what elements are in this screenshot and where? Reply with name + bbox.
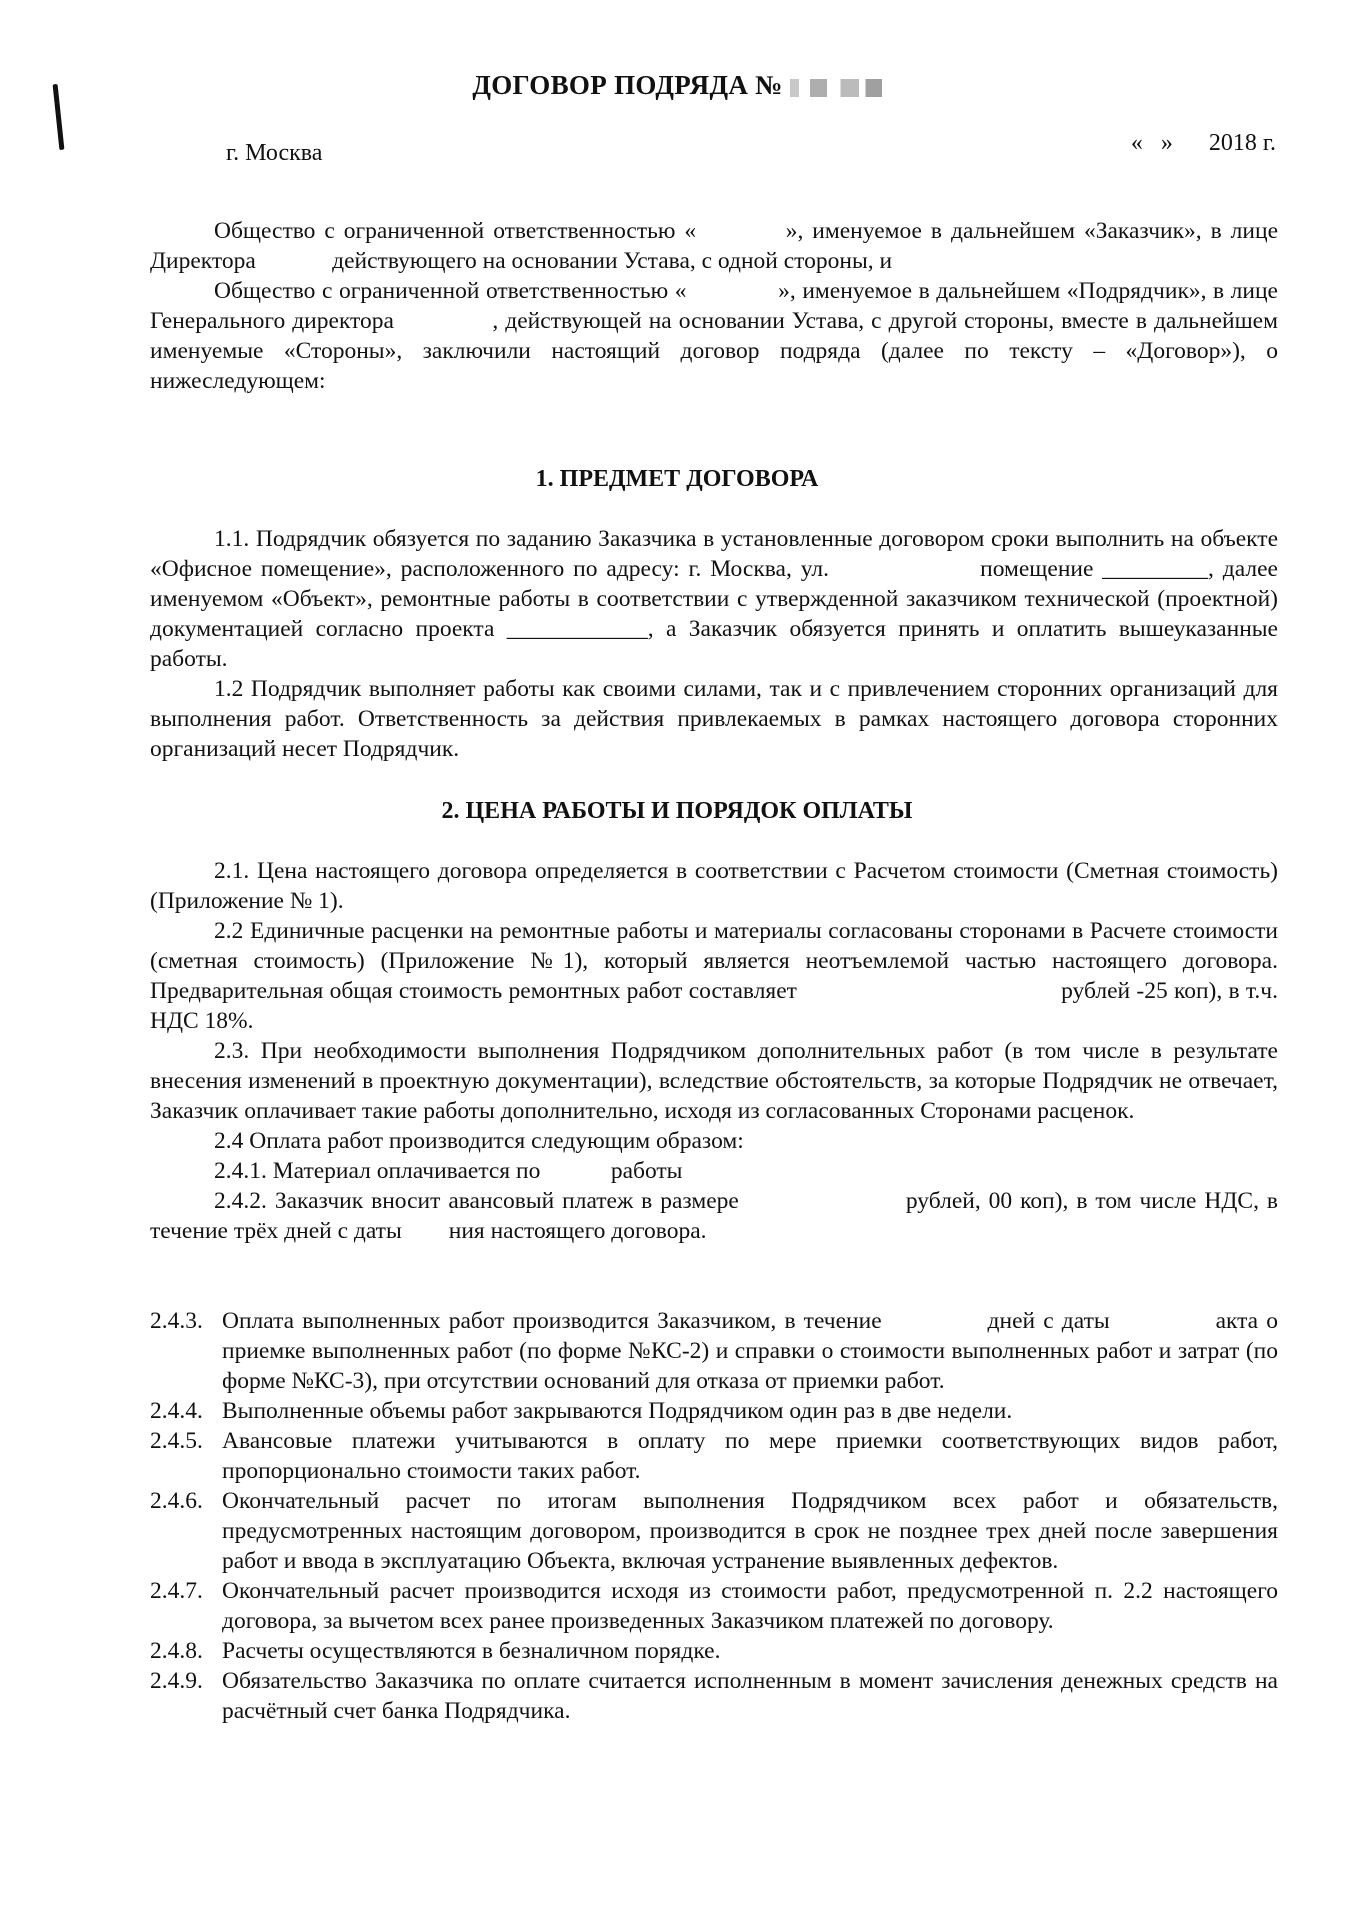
- preamble-contractor: Общество с ограниченной ответственностью « », именуемое в дальнейшем «Подрядчик», в лице Генерального директора , действующей на основании Устава, с другой стороны, вместе в дальнейшем именуемые «Стороны», заключили настоящий договор подряда (далее по тексту – «Договор»), о нижеследующем:: [150, 278, 1278, 394]
- clause-number: 2.4.4.: [150, 1398, 203, 1424]
- document-title: [0, 70, 1354, 101]
- clause-number: 2.4.7.: [150, 1578, 203, 1604]
- clause-text: Авансовые платежи учитываются в оплату по мере приемки соответствующих видов работ, пропорционально стоимости таких работ.: [222, 1428, 1278, 1484]
- clause-text: Оплата выполненных работ производится Заказчиком, в течение дней с даты акта о приемке выполненных работ (по форме №КС-2) и справки о стоимости выполненных работ и затрат (по форме №КС-3), при отсутствии оснований для отказа от приемки работ.: [222, 1308, 1278, 1394]
- clause-1-1: 1.1. Подрядчик обязуется по заданию Заказчика в установленные договором сроки выполнить на объекте «Офисное помещение», расположенного по адресу: г. Москва, ул. помещение _________, далее именуемом «Объект», ремонтные работы в соответствии с утвержденной заказчиком технической (проектной) документацией согласно проекта ____________, а Заказчик обязуется принять и оплатить вышеуказанные работы.: [150, 526, 1278, 672]
- document-date: « » 2018 г.: [1130, 130, 1276, 156]
- list-item: [150, 1636, 1278, 1666]
- clause-2-1: 2.1. Цена настоящего договора определяется в соответствии с Расчетом стоимости (Сметная стоимость) (Приложение № 1).: [150, 858, 1278, 914]
- section-1-body: [150, 524, 1278, 764]
- document-city: г. Москва: [226, 140, 323, 166]
- clause-number: 2.4.3.: [150, 1308, 203, 1334]
- preamble-customer: Общество с ограниченной ответственностью « », именуемое в дальнейшем «Заказчик», в лице Директора действующего на основании Устава, с одной стороны, и: [150, 218, 1278, 274]
- clause-text: Обязательство Заказчика по оплате считается исполненным в момент зачисления денежных средств на расчётный счет банка Подрядчика.: [222, 1668, 1278, 1724]
- clause-number: 2.4.5.: [150, 1428, 203, 1454]
- clause-2-4-2: 2.4.2. Заказчик вносит авансовый платеж в размере рублей, 00 коп), в том числе НДС, в течение трёх дней с даты ния настоящего договора.: [150, 1188, 1278, 1244]
- list-item: [150, 1426, 1278, 1486]
- clause-1-2: 1.2 Подрядчик выполняет работы как своими силами, так и с привлечением сторонних организаций для выполнения работ. Ответственность за действия привлекаемых в рамках настоящего договора сторонних организаций несет Подрядчик.: [150, 676, 1278, 762]
- list-item: [150, 1486, 1278, 1576]
- clause-number: 2.4.8.: [150, 1638, 203, 1664]
- list-item: [150, 1306, 1278, 1396]
- clause-number: 2.4.9.: [150, 1668, 203, 1694]
- clause-text: Выполненные объемы работ закрываются Подрядчиком один раз в две недели.: [222, 1398, 1013, 1424]
- clause-text: Расчеты осуществляются в безналичном порядке.: [222, 1638, 721, 1664]
- payment-clause-list: [150, 1306, 1278, 1726]
- clause-number: 2.4.6.: [150, 1488, 203, 1514]
- list-item: [150, 1576, 1278, 1636]
- section-1-heading: 1. ПРЕДМЕТ ДОГОВОРА: [535, 466, 819, 492]
- list-item: [150, 1396, 1278, 1426]
- clause-text: Окончательный расчет производится исходя из стоимости работ, предусмотренной п. 2.2 настоящего договора, за вычетом всех ранее произведенных Заказчиком платежей по договору.: [222, 1578, 1278, 1634]
- clause-2-4: 2.4 Оплата работ производится следующим образом:: [214, 1128, 744, 1154]
- clause-2-3: 2.3. При необходимости выполнения Подрядчиком дополнительных работ (в том числе в результате внесения изменений в проектную документации), вследствие обстоятельств, за которые Подрядчик не отвечает, Заказчик оплачивает такие работы дополнительно, исходя из согласованных Сторонами расценок.: [150, 1038, 1278, 1124]
- clause-text: Окончательный расчет по итогам выполнения Подрядчиком всех работ и обязательств, предусмотренных настоящим договором, производится в срок не позднее трех дней после завершения работ и ввода в эксплуатацию Объекта, включая устранение выявленных дефектов.: [222, 1488, 1278, 1574]
- section-2-heading: 2. ЦЕНА РАБОТЫ И ПОРЯДОК ОПЛАТЫ: [441, 798, 913, 824]
- document-title-text: ДОГОВОР ПОДРЯДА №: [472, 70, 783, 100]
- list-item: [150, 1666, 1278, 1726]
- section-2-body: [150, 856, 1278, 1246]
- preamble: [150, 216, 1278, 396]
- clause-2-4-1: 2.4.1. Материал оплачивается по работы: [214, 1158, 777, 1184]
- redacted-contract-number: [790, 79, 882, 97]
- clause-2-2: 2.2 Единичные расценки на ремонтные работы и материалы согласованы сторонами в Расчете стоимости (сметная стоимость) (Приложение №1), который является неотъемлемой частью настоящего договора. Предварительная общая стоимость ремонтных работ составляет рублей -25 коп), в т.ч. НДС 18%.: [150, 918, 1278, 1034]
